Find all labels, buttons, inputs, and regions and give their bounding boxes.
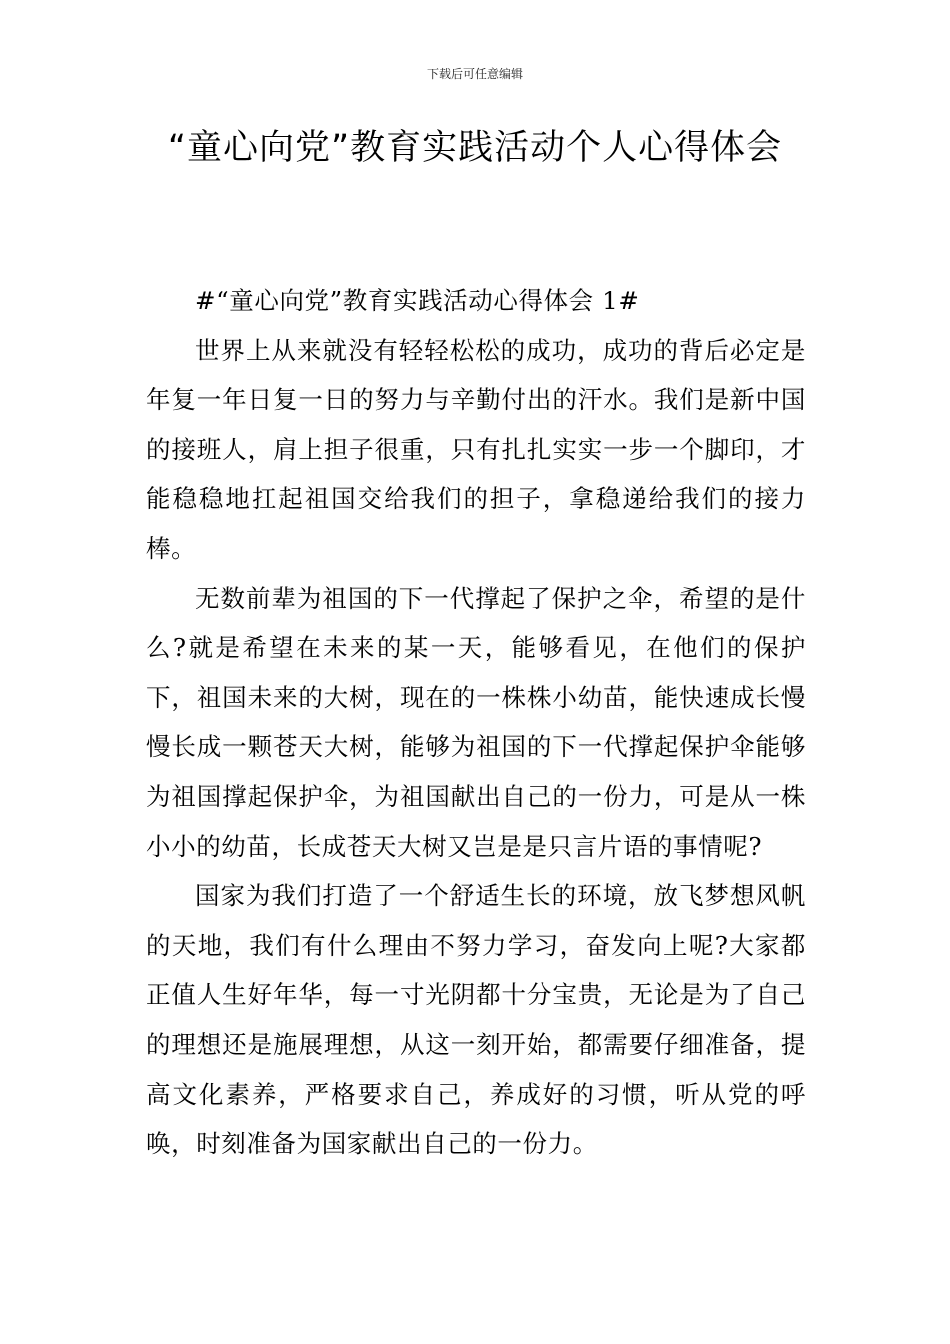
body-paragraph-2: 无数前辈为祖国的下一代撑起了保护之伞，希望的是什么?就是希望在未来的某一天，能够看见，在他们的保护下，祖国未来的大树，现在的一株株小幼苗，能快速成长慢慢长成一颗苍天大树，能够为祖国的下一代撑起保护伞能够为祖国撑起保护伞，为祖国献出自己的一份力，可是从一株小小的幼苗，长成苍天大树又岂是是只言片语的事情呢?: [146, 583, 806, 861]
body-paragraph-3: 国家为我们打造了一个舒适生长的环境，放飞梦想风帆的天地，我们有什么理由不努力学习，奋发向上呢?大家都正值人生好年华，每一寸光阴都十分宝贵，无论是为了自己的理想还是施展理想，从这一刻开始，都需要仔细准备，提高文化素养，严格要求自己，养成好的习惯，听从党的呼唤，时刻准备为国家献出自己的一份力。: [146, 881, 806, 1159]
section-heading: #“童心向党”教育实践活动心得体会 1#: [195, 286, 640, 315]
document-title: “童心向党”教育实践活动个人心得体会: [167, 128, 783, 168]
document-body: [146, 276, 806, 1169]
page-header-note: 下载后可任意编辑: [426, 67, 523, 81]
body-paragraph-1: 世界上从来就没有轻轻松松的成功，成功的背后必定是年复一年日复一日的努力与辛勤付出的汗水。我们是新中国的接班人，肩上担子很重，只有扎扎实实一步一个脚印，才能稳稳地扛起祖国交给我们的担子，拿稳递给我们的接力棒。: [146, 335, 806, 563]
